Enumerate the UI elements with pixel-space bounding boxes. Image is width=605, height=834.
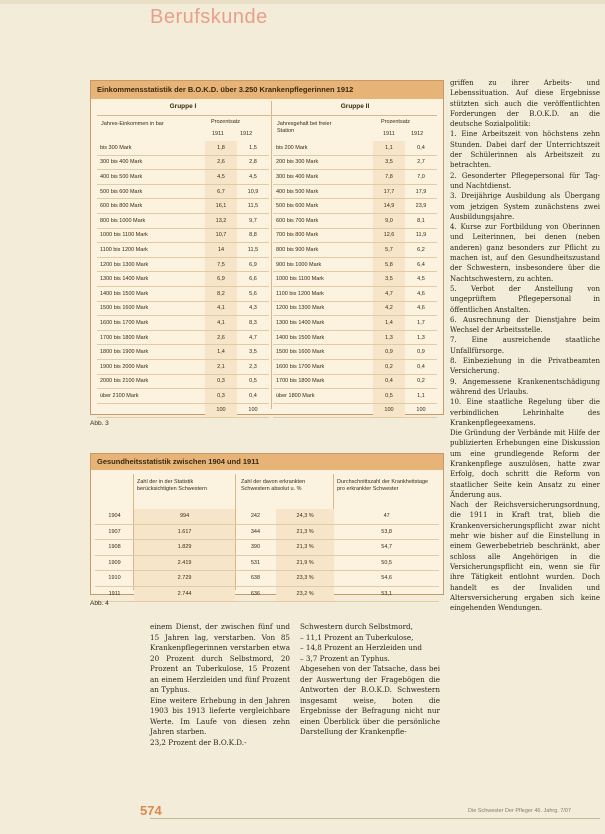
row-label: 500 bis 600 Mark (273, 199, 373, 214)
paragraph: 8. Einbeziehung in die Privatbeamten Versicherung. (450, 357, 600, 376)
body-text-column (300, 622, 440, 738)
row-label: 800 bis 900 Mark (273, 243, 373, 258)
paragraph: 7. Eine ausreichende staatliche Unfallfürsorge. (450, 336, 600, 355)
cell-value: 994 (134, 509, 235, 524)
table-row (97, 374, 269, 389)
cell-value: 13,2 (205, 213, 237, 228)
row-label: 1400 bis 1500 Mark (273, 330, 373, 345)
cell-value: 531 (235, 555, 276, 571)
cell-value: 2,3 (237, 359, 269, 374)
row-label: 1500 bis 1600 Mark (97, 301, 205, 316)
column-header: Prozentsatz (211, 119, 241, 125)
paragraph: einem Dienst, der zwischen fünf und 15 Jahren lag, verstarben. Von 85 Krankenpflegerinnen verstarben etwa 20 Prozent durch Selbstmord, 20 Prozent an Tuberkulose, 15 Prozent an einem Herzleiden und fünf Prozent an Typhus. (150, 622, 290, 694)
cell-value: 6,7 (205, 184, 237, 199)
cell-value: 1,1 (405, 389, 437, 404)
figure-caption: Abb. 3 (90, 420, 109, 427)
right-text-column (450, 78, 600, 613)
table-row (273, 228, 437, 243)
paragraph: Eine weitere Erhebung in den Jahren 1903 bis 1913 lieferte vergleichbare Werte. Im Laufe von diesen zehn Jahren starben. (150, 695, 290, 736)
cell-value: 3,5 (373, 272, 405, 287)
cell-value: 0,4 (405, 359, 437, 374)
paragraph: – 11,1 Prozent an Tuberkulose, (300, 632, 414, 642)
table-row (273, 272, 437, 287)
paragraph: 5. Verbot der Anstellung von ungeprüftem Pflegepersonal in öffentlichen Anstalten. (450, 284, 600, 314)
cell-value: 23,9 (405, 199, 437, 214)
cell-value: 0,4 (405, 141, 437, 155)
divider (97, 115, 437, 116)
cell-value: 1.617 (134, 524, 235, 540)
cell-value: 6,9 (205, 272, 237, 287)
cell-value: 17,9 (405, 184, 437, 199)
table-row (273, 257, 437, 272)
cell-value: 53,8 (334, 524, 439, 540)
cell-value: 11,5 (237, 243, 269, 258)
cell-value: 3,5 (237, 345, 269, 360)
cell-value: 8,1 (405, 213, 437, 228)
cell-value: 2.729 (134, 571, 235, 587)
table-row (97, 272, 269, 287)
year-header: 1911 (383, 131, 395, 137)
cell-value: 4,5 (205, 170, 237, 185)
row-label: 1600 bis 1700 Mark (97, 316, 205, 331)
table-row (97, 286, 269, 301)
paragraph: 1. Eine Arbeitszeit von höchstens zehn Stunden. Dabei darf der Unterrichtszeit der Schülerinnen als Arbeitszeit zu betrachten. (450, 130, 600, 170)
table-title: Einkommensstatistik der B.O.K.D. über 3.250 Krankenpflegerinnen 1912 (91, 81, 443, 99)
cell-value: 1,3 (373, 330, 405, 345)
table-row (273, 170, 437, 185)
cell-value: 11,5 (237, 199, 269, 214)
cell-value: 23,2 % (276, 586, 334, 602)
year-cell: 1908 (95, 540, 134, 556)
table-row (95, 586, 439, 602)
cell-value: 6,9 (237, 257, 269, 272)
paragraph: Nach der Reichsversicherungsordnung, die 1911 in Kraft trat, blieb die Krankenversicherungspflicht zwar nicht mehr wie bisher auf die Einstellung in einem Gewerbebetrieb beschränkt, aber schloss alle Angehörigen in die Versicherungspflicht ein, wenn sie für ihre Tätigkeit entlohnt wurden. Doch handelt es der Invaliden und Altersversicherung ergaben sich keine eingehenden Wendungen. (450, 501, 600, 613)
column-header: Jahres-Einkommen in bar (101, 121, 164, 127)
table-row (97, 228, 269, 243)
table-row (273, 301, 437, 316)
row-label: 1600 bis 1700 Mark (273, 359, 373, 374)
row-label: 600 bis 800 Mark (97, 199, 205, 214)
cell-value: 0,4 (237, 389, 269, 404)
table-row (97, 213, 269, 228)
row-label: 1100 bis 1200 Mark (97, 243, 205, 258)
row-label: 2000 bis 2100 Mark (97, 374, 205, 389)
cell-value: 10,9 (237, 184, 269, 199)
table-row (95, 555, 439, 571)
table-title: Gesundheitsstatistik zwischen 1904 und 1911 (91, 454, 443, 470)
row-label: 1200 bis 1300 Mark (97, 257, 205, 272)
table-row (273, 316, 437, 331)
cell-value: 0,3 (205, 374, 237, 389)
cell-value: 390 (235, 540, 276, 556)
section-title: Berufskunde (150, 6, 268, 28)
cell-value: 0,5 (373, 389, 405, 404)
cell-value: 54,7 (334, 540, 439, 556)
year-cell: 1907 (95, 524, 134, 540)
cell-value: 1,7 (405, 316, 437, 331)
cell-value: 23,3 % (276, 571, 334, 587)
group1-table (97, 141, 269, 418)
cell-value: 2.744 (134, 586, 235, 602)
cell-value: 0,9 (405, 345, 437, 360)
table-row (273, 330, 437, 345)
row-label: bis 200 Mark (273, 141, 373, 155)
row-label: 1700 bis 1800 Mark (273, 374, 373, 389)
table-row (273, 403, 437, 418)
cell-value: 0,2 (405, 374, 437, 389)
cell-value: 4,6 (405, 301, 437, 316)
cell-value: 2,7 (405, 155, 437, 170)
cell-value: 4,2 (373, 301, 405, 316)
cell-value: 6,4 (405, 257, 437, 272)
journal-footer: Die Schwester Der Pfleger 46. Jahrg. 7/07 (468, 808, 572, 814)
table-row (97, 199, 269, 214)
group2-heading: Gruppe II (340, 103, 370, 110)
cell-value: 4,7 (373, 286, 405, 301)
row-label: über 2100 Mark (97, 389, 205, 404)
paragraph: 10. Eine staatliche Regelung über die verbindlichen Lehrinhalte des Krankenpflegeexamens. (450, 398, 600, 427)
cell-value: 9,7 (237, 213, 269, 228)
cell-value: 8,3 (237, 316, 269, 331)
row-label: 1000 bis 1100 Mark (273, 272, 373, 287)
cell-value: 242 (235, 509, 276, 524)
table-row (97, 316, 269, 331)
row-label: 800 bis 1000 Mark (97, 213, 205, 228)
cell-value: 50,5 (334, 555, 439, 571)
row-label: 1200 bis 1300 Mark (273, 301, 373, 316)
column-header: Zahl der in der Statistik berücksichtigten Schwestern (137, 479, 208, 492)
cell-value: 0,3 (205, 389, 237, 404)
cell-value: 0,4 (373, 374, 405, 389)
table-row (97, 389, 269, 404)
paragraph: – 3,7 Prozent an Typhus. (300, 653, 390, 663)
table-row (273, 141, 437, 155)
cell-value: 0,2 (373, 359, 405, 374)
top-rule (0, 0, 605, 4)
table-row (95, 524, 439, 540)
page-number: 574 (140, 803, 162, 818)
paragraph: Die Gründung der Verbände mit Hilfe der publizierten Erhebungen eine Diskussion um eine grundlegende Reform der Krankenpflege auszulösen, hatte zwar Erfolg, doch schritt die Reform von staatlicher Seite kein Ansatz zu einer Änderung aus. (450, 429, 600, 499)
cell-value: 14,9 (373, 199, 405, 214)
row-label: 900 bis 1000 Mark (273, 257, 373, 272)
table-row (273, 374, 437, 389)
column-header: Durchschnittszahl der Krankheitstage pro erkrankter Schwester (337, 479, 429, 492)
cell-value: 2,8 (237, 155, 269, 170)
row-label (273, 403, 373, 418)
cell-value: 1,4 (205, 345, 237, 360)
cell-value: 636 (235, 586, 276, 602)
cell-value: 16,1 (205, 199, 237, 214)
cell-value: 47 (334, 509, 439, 524)
row-label: 1900 bis 2000 Mark (97, 359, 205, 374)
row-label: 400 bis 500 Mark (273, 184, 373, 199)
cell-value: 4,7 (237, 330, 269, 345)
cell-value: 4,5 (405, 272, 437, 287)
cell-value: 0,9 (373, 345, 405, 360)
group2-table (273, 141, 437, 418)
paragraph: 4. Kurse zur Fortbildung von Oberinnen und Leiterinnen, bei denen (neben anderen) ganz besonders zur Pflicht zu machen ist, auf den Gesundheitszustand der Schwestern, insbesondere über die Nachtschwestern, zu achten. (450, 223, 600, 283)
year-cell: 1910 (95, 571, 134, 587)
cell-value: 12,6 (373, 228, 405, 243)
column-header: Prozentsatz (381, 119, 411, 125)
year-header: 1912 (411, 131, 424, 137)
cell-value: 4,1 (205, 316, 237, 331)
table-row (97, 330, 269, 345)
table-row (97, 141, 269, 155)
cell-value: 4,5 (237, 170, 269, 185)
row-label: 200 bis 300 Mark (273, 155, 373, 170)
group1-heading: Gruppe I (169, 103, 197, 110)
cell-value: 5,8 (373, 257, 405, 272)
cell-value: 5,7 (373, 243, 405, 258)
cell-value: 2,6 (205, 155, 237, 170)
cell-value: 1,5 (237, 141, 269, 155)
cell-value: 7,8 (373, 170, 405, 185)
table-row (273, 199, 437, 214)
paragraph: 6. Ausrechnung der Dienstjahre beim Wechsel der Arbeitsstelle. (450, 315, 600, 335)
cell-value: 54,6 (334, 571, 439, 587)
cell-value: 2,1 (205, 359, 237, 374)
cell-value: 21,3 % (276, 524, 334, 540)
paragraph: 3. Dreijährige Ausbildung als Übergang vom jetzigen System zunächstens zwei Ausbildungsjahre. (450, 192, 600, 221)
cell-value: 10,7 (205, 228, 237, 243)
table-row (95, 571, 439, 587)
cell-value: 21,3 % (276, 540, 334, 556)
cell-value: 1,4 (373, 316, 405, 331)
footer-rule (150, 818, 600, 819)
cell-value: 8,8 (237, 228, 269, 243)
cell-value: 1,3 (405, 330, 437, 345)
figure-caption: Abb. 4 (90, 600, 109, 607)
table-row (97, 243, 269, 258)
table-row (273, 345, 437, 360)
cell-value: 7,0 (405, 170, 437, 185)
cell-value: 14 (205, 243, 237, 258)
divider (271, 101, 272, 409)
year-cell: 1904 (95, 509, 134, 524)
table-row (273, 286, 437, 301)
row-label (97, 403, 205, 418)
paragraph: 9. Angemessene Krankenentschädigung während des Urlaubs. (450, 377, 600, 396)
table-row (97, 359, 269, 374)
year-header: 1912 (240, 131, 253, 137)
table-row (273, 184, 437, 199)
body-text-column (150, 622, 290, 748)
row-label: 1300 bis 1400 Mark (273, 316, 373, 331)
paragraph: griffen zu ihrer Arbeits- und Lebenssituation. Auf diese Ergebnisse stützten sich auch die veröffentlichten Forderungen der B.O.K.D. an die deutsche Sozialpolitik: (450, 79, 600, 129)
row-label: 1300 bis 1400 Mark (97, 272, 205, 287)
table-row (97, 403, 269, 418)
row-label: 700 bis 800 Mark (273, 228, 373, 243)
cell-value: 100 (373, 403, 405, 418)
cell-value: 0,5 (237, 374, 269, 389)
cell-value: 17,7 (373, 184, 405, 199)
cell-value: 6,2 (405, 243, 437, 258)
health-statistics-table (90, 453, 444, 595)
cell-value: 638 (235, 571, 276, 587)
row-label: bis 300 Mark (97, 141, 205, 155)
table-row (95, 509, 439, 524)
table-row (273, 155, 437, 170)
paragraph: – 14,8 Prozent an Herzleiden und (300, 643, 423, 652)
paragraph: 23,2 Prozent der B.O.K.D.- (150, 737, 247, 747)
table-row (273, 213, 437, 228)
cell-value: 6,6 (237, 272, 269, 287)
row-label: 1400 bis 1500 Mark (97, 286, 205, 301)
row-label: 300 bis 400 Mark (97, 155, 205, 170)
cell-value: 4,3 (237, 301, 269, 316)
table-row (273, 389, 437, 404)
health-table-body (95, 509, 439, 602)
cell-value: 8,2 (205, 286, 237, 301)
paragraph: 2. Gesonderter Pflegepersonal für Tag- und Nachtdienst. (450, 171, 600, 190)
row-label: 600 bis 700 Mark (273, 213, 373, 228)
cell-value: 11,9 (405, 228, 437, 243)
paragraph: Schwestern durch Selbstmord, (300, 622, 413, 631)
cell-value: 1.829 (134, 540, 235, 556)
year-header: 1911 (212, 131, 224, 137)
cell-value: 100 (237, 403, 269, 418)
cell-value: 3,5 (373, 155, 405, 170)
cell-value: 100 (205, 403, 237, 418)
column-header: Jahresgehalt bei freier Station (277, 121, 332, 134)
year-cell: 1909 (95, 555, 134, 571)
table-row (97, 345, 269, 360)
row-label: über 1800 Mark (273, 389, 373, 404)
table-row (97, 301, 269, 316)
row-label: 1800 bis 1900 Mark (97, 345, 205, 360)
cell-value: 5,6 (237, 286, 269, 301)
cell-value: 9,0 (373, 213, 405, 228)
income-statistics-table (90, 80, 444, 415)
row-label: 1700 bis 1800 Mark (97, 330, 205, 345)
cell-value: 21,9 % (276, 555, 334, 571)
row-label: 300 bis 400 Mark (273, 170, 373, 185)
row-label: 1000 bis 1100 Mark (97, 228, 205, 243)
table-row (273, 359, 437, 374)
row-label: 500 bis 600 Mark (97, 184, 205, 199)
table-row (97, 184, 269, 199)
cell-value: 1,8 (205, 141, 237, 155)
cell-value: 4,6 (405, 286, 437, 301)
cell-value: 7,5 (205, 257, 237, 272)
paragraph: Abgesehen von der Tatsache, dass bei der Auswertung der Fragebögen die Antworten der B.O.K.D. Schwestern insgesamt weise, boten die Ergebnisse der Befragung nicht nur einen Überblick über die persönliche Darstellung der Krankenpfle- (300, 664, 440, 736)
cell-value: 100 (405, 403, 437, 418)
table-row (97, 155, 269, 170)
column-header: Zahl der davon erkrankten Schwestern absolut u. % (241, 479, 306, 492)
table-row (95, 540, 439, 556)
cell-value: 1,1 (373, 141, 405, 155)
cell-value: 344 (235, 524, 276, 540)
row-label: 1100 bis 1200 Mark (273, 286, 373, 301)
table-row (97, 257, 269, 272)
table-row (97, 170, 269, 185)
row-label: 1500 bis 1600 Mark (273, 345, 373, 360)
row-label: 400 bis 500 Mark (97, 170, 205, 185)
cell-value: 2,6 (205, 330, 237, 345)
cell-value: 4,1 (205, 301, 237, 316)
cell-value: 2.419 (134, 555, 235, 571)
cell-value: 53,1 (334, 586, 439, 602)
cell-value: 24,3 % (276, 509, 334, 524)
year-cell: 1911 (95, 586, 134, 602)
table-row (273, 243, 437, 258)
